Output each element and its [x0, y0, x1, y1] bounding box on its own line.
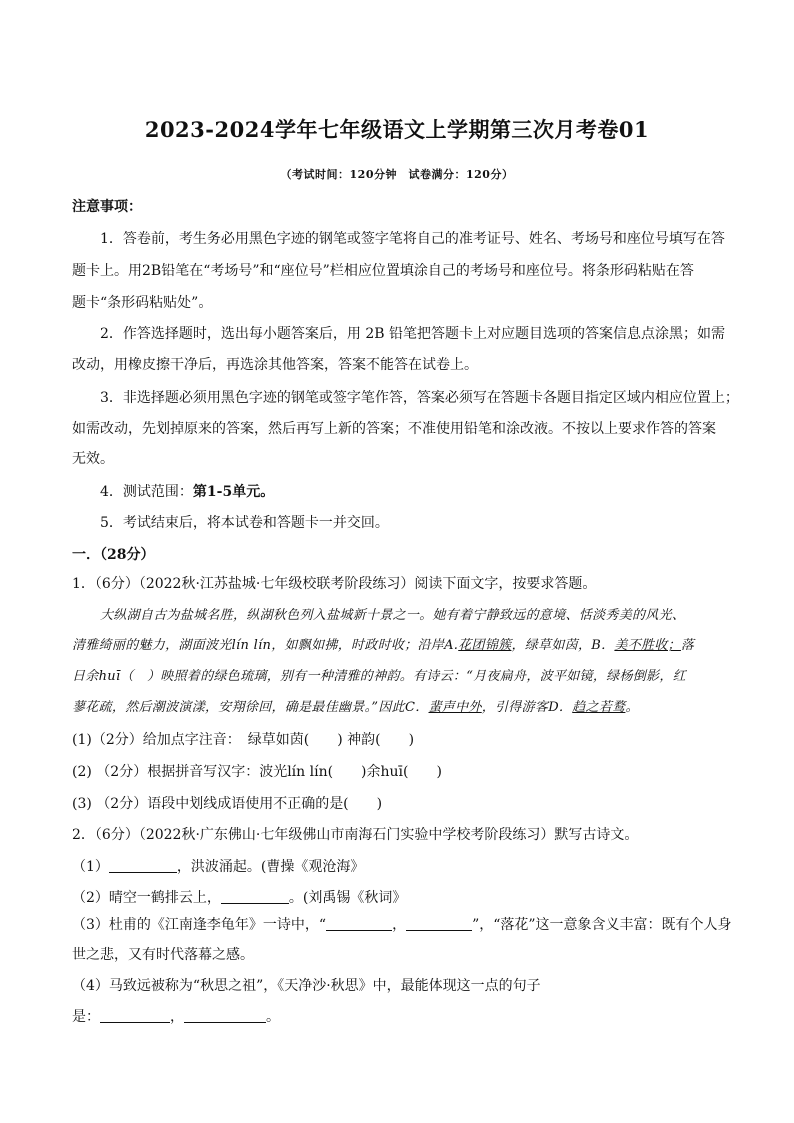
q1-passage-text: ，引得游客D． — [481, 700, 573, 715]
note-3-line-1: 3．非选择题必须用黑色字迹的钢笔或签字笔作答，答案必须写在答题卡各题目指定区域内相应位置上； — [100, 390, 739, 406]
q2-item-4-label: 是： — [72, 1009, 100, 1025]
note-4 — [100, 481, 722, 501]
q2-item-4-cont — [72, 1006, 722, 1026]
q1-sub-2: (2) （2分）根据拼音写汉字：波光lín lín( )余huī( ) — [72, 764, 442, 780]
note-1-line-1: 1．答卷前，考生务必用黑色字迹的钢笔或签字笔将自己的准考证号、姓名、考场号和座位号填写在答 — [100, 231, 725, 247]
question-1-stem: 1．（6分）（2022秋·江苏盐城·七年级校联考阶段练习）阅读下面文字，按要求答题。 — [72, 576, 597, 592]
answer-blank[interactable] — [406, 916, 472, 931]
q2-item-1-text: ，洪波涌起。(曹操《观沧海》 — [176, 859, 365, 875]
answer-blank[interactable] — [326, 916, 392, 931]
answer-blank[interactable] — [100, 1008, 170, 1023]
idiom-c: 蜚声中外 — [428, 700, 482, 715]
q2-item-3 — [72, 914, 732, 934]
q1-sub-3: (3) （2分）语段中划线成语使用不正确的是( ) — [72, 796, 383, 812]
q2-item-4: （4）马致远被称为“秋思之祖”，《天净沙·秋思》中，最能体现这一点的句子 — [72, 978, 541, 994]
q2-item-2 — [72, 887, 722, 907]
q1-sub-1: (1)（2分）给加点字注音： 绿草如茵( ) 神韵( ) — [72, 732, 415, 748]
note-5: 5．考试结束后，将本试卷和答题卡一并交回。 — [100, 515, 389, 531]
q2-item-4-comma: ， — [170, 1009, 184, 1025]
exam-title: 2023-2024学年七年级语文上学期第三次月考卷01 — [144, 117, 650, 142]
q2-item-2-source: 。(刘禹锡《秋词》 — [288, 890, 407, 906]
q1-passage-text: 蓼花疏，然后潮波演漾，安翔徐回，确是最佳幽景。”因此C． — [72, 700, 429, 715]
answer-blank[interactable] — [184, 1008, 266, 1023]
q2-item-1 — [72, 856, 722, 876]
exam-time-info: （考试时间：120分钟 试卷满分：120分） — [280, 168, 514, 181]
q1-passage-text: 。 — [625, 700, 639, 715]
q2-item-3-text: （3）杜甫的《江南逢李龟年》一诗中，“ — [72, 917, 327, 933]
q2-item-3-cont: 世之悲，又有时代落幕之感。 — [72, 947, 254, 963]
q1-passage-text: 落 — [680, 638, 695, 653]
q1-passage-line-4 — [72, 696, 722, 715]
q2-item-1-label: （1） — [72, 859, 109, 875]
note-3-line-2: 如需改动，先划掉原来的答案，然后再写上新的答案；不准使用铅笔和涂改液。不按以上要求作答的答案 — [72, 421, 716, 437]
note-4-scope: 第1-5单元。 — [192, 484, 275, 500]
q1-passage-line-2 — [72, 634, 722, 653]
note-2-line-2: 改动，用橡皮擦干净后，再选涂其他答案，答案不能答在试卷上。 — [72, 357, 478, 373]
q1-passage-text: ，绿草如茵，B． — [511, 638, 615, 653]
answer-blank[interactable] — [109, 858, 177, 873]
q1-passage-line-1: 大纵湖自古为盐城名胜，纵湖秋色列入盐城新十景之一。她有着宁静致远的意境、恬淡秀美的风光、 — [100, 608, 686, 623]
q2-item-2-text: （2）晴空一鹤排云上， — [72, 890, 221, 906]
q1-passage-text: 清雅绮丽的魅力，湖面波光lín lín，如飘如拂，时政时收；沿岸A. — [72, 638, 459, 653]
notes-heading: 注意事项： — [72, 199, 142, 215]
idiom-d: 趋之若鹜 — [572, 700, 626, 715]
q1-passage-line-3: 日余huī（ ）映照着的绿色琉璃，别有一种清雅的神韵。有诗云：“月夜扁舟，波平如镜，绿杨倒影，红 — [72, 669, 686, 684]
answer-blank[interactable] — [221, 889, 289, 904]
note-1-line-2: 题卡上。用2B铅笔在“考场号”和“座位号”栏相应位置填涂自己的考场号和座位号。将条形码粘贴在答 — [72, 263, 694, 279]
idiom-a: 花团锦簇 — [458, 638, 512, 653]
note-1-line-3: 题卡“条形码粘贴处”。 — [72, 295, 213, 311]
note-4-label: 4．测试范围： — [100, 484, 193, 500]
idiom-b: 美不胜收； — [614, 638, 681, 653]
q2-item-3-comma: ， — [392, 917, 407, 933]
note-3-line-3: 无效。 — [72, 451, 114, 467]
q2-item-3-text-2: ”，“落花”这一意象含义丰富：既有个人身 — [472, 917, 732, 933]
q2-item-4-end: 。 — [266, 1009, 280, 1025]
question-2-stem: 2．（6分）（2022秋·广东佛山·七年级佛山市南海石门实验中学校考阶段练习）默写古诗文。 — [72, 827, 639, 843]
section-1-heading: 一．（28分） — [72, 547, 155, 563]
note-2-line-1: 2．作答选择题时，选出每小题答案后，用 2B 铅笔把答题卡上对应题目选项的答案信息点涂黑；如需 — [100, 326, 726, 342]
